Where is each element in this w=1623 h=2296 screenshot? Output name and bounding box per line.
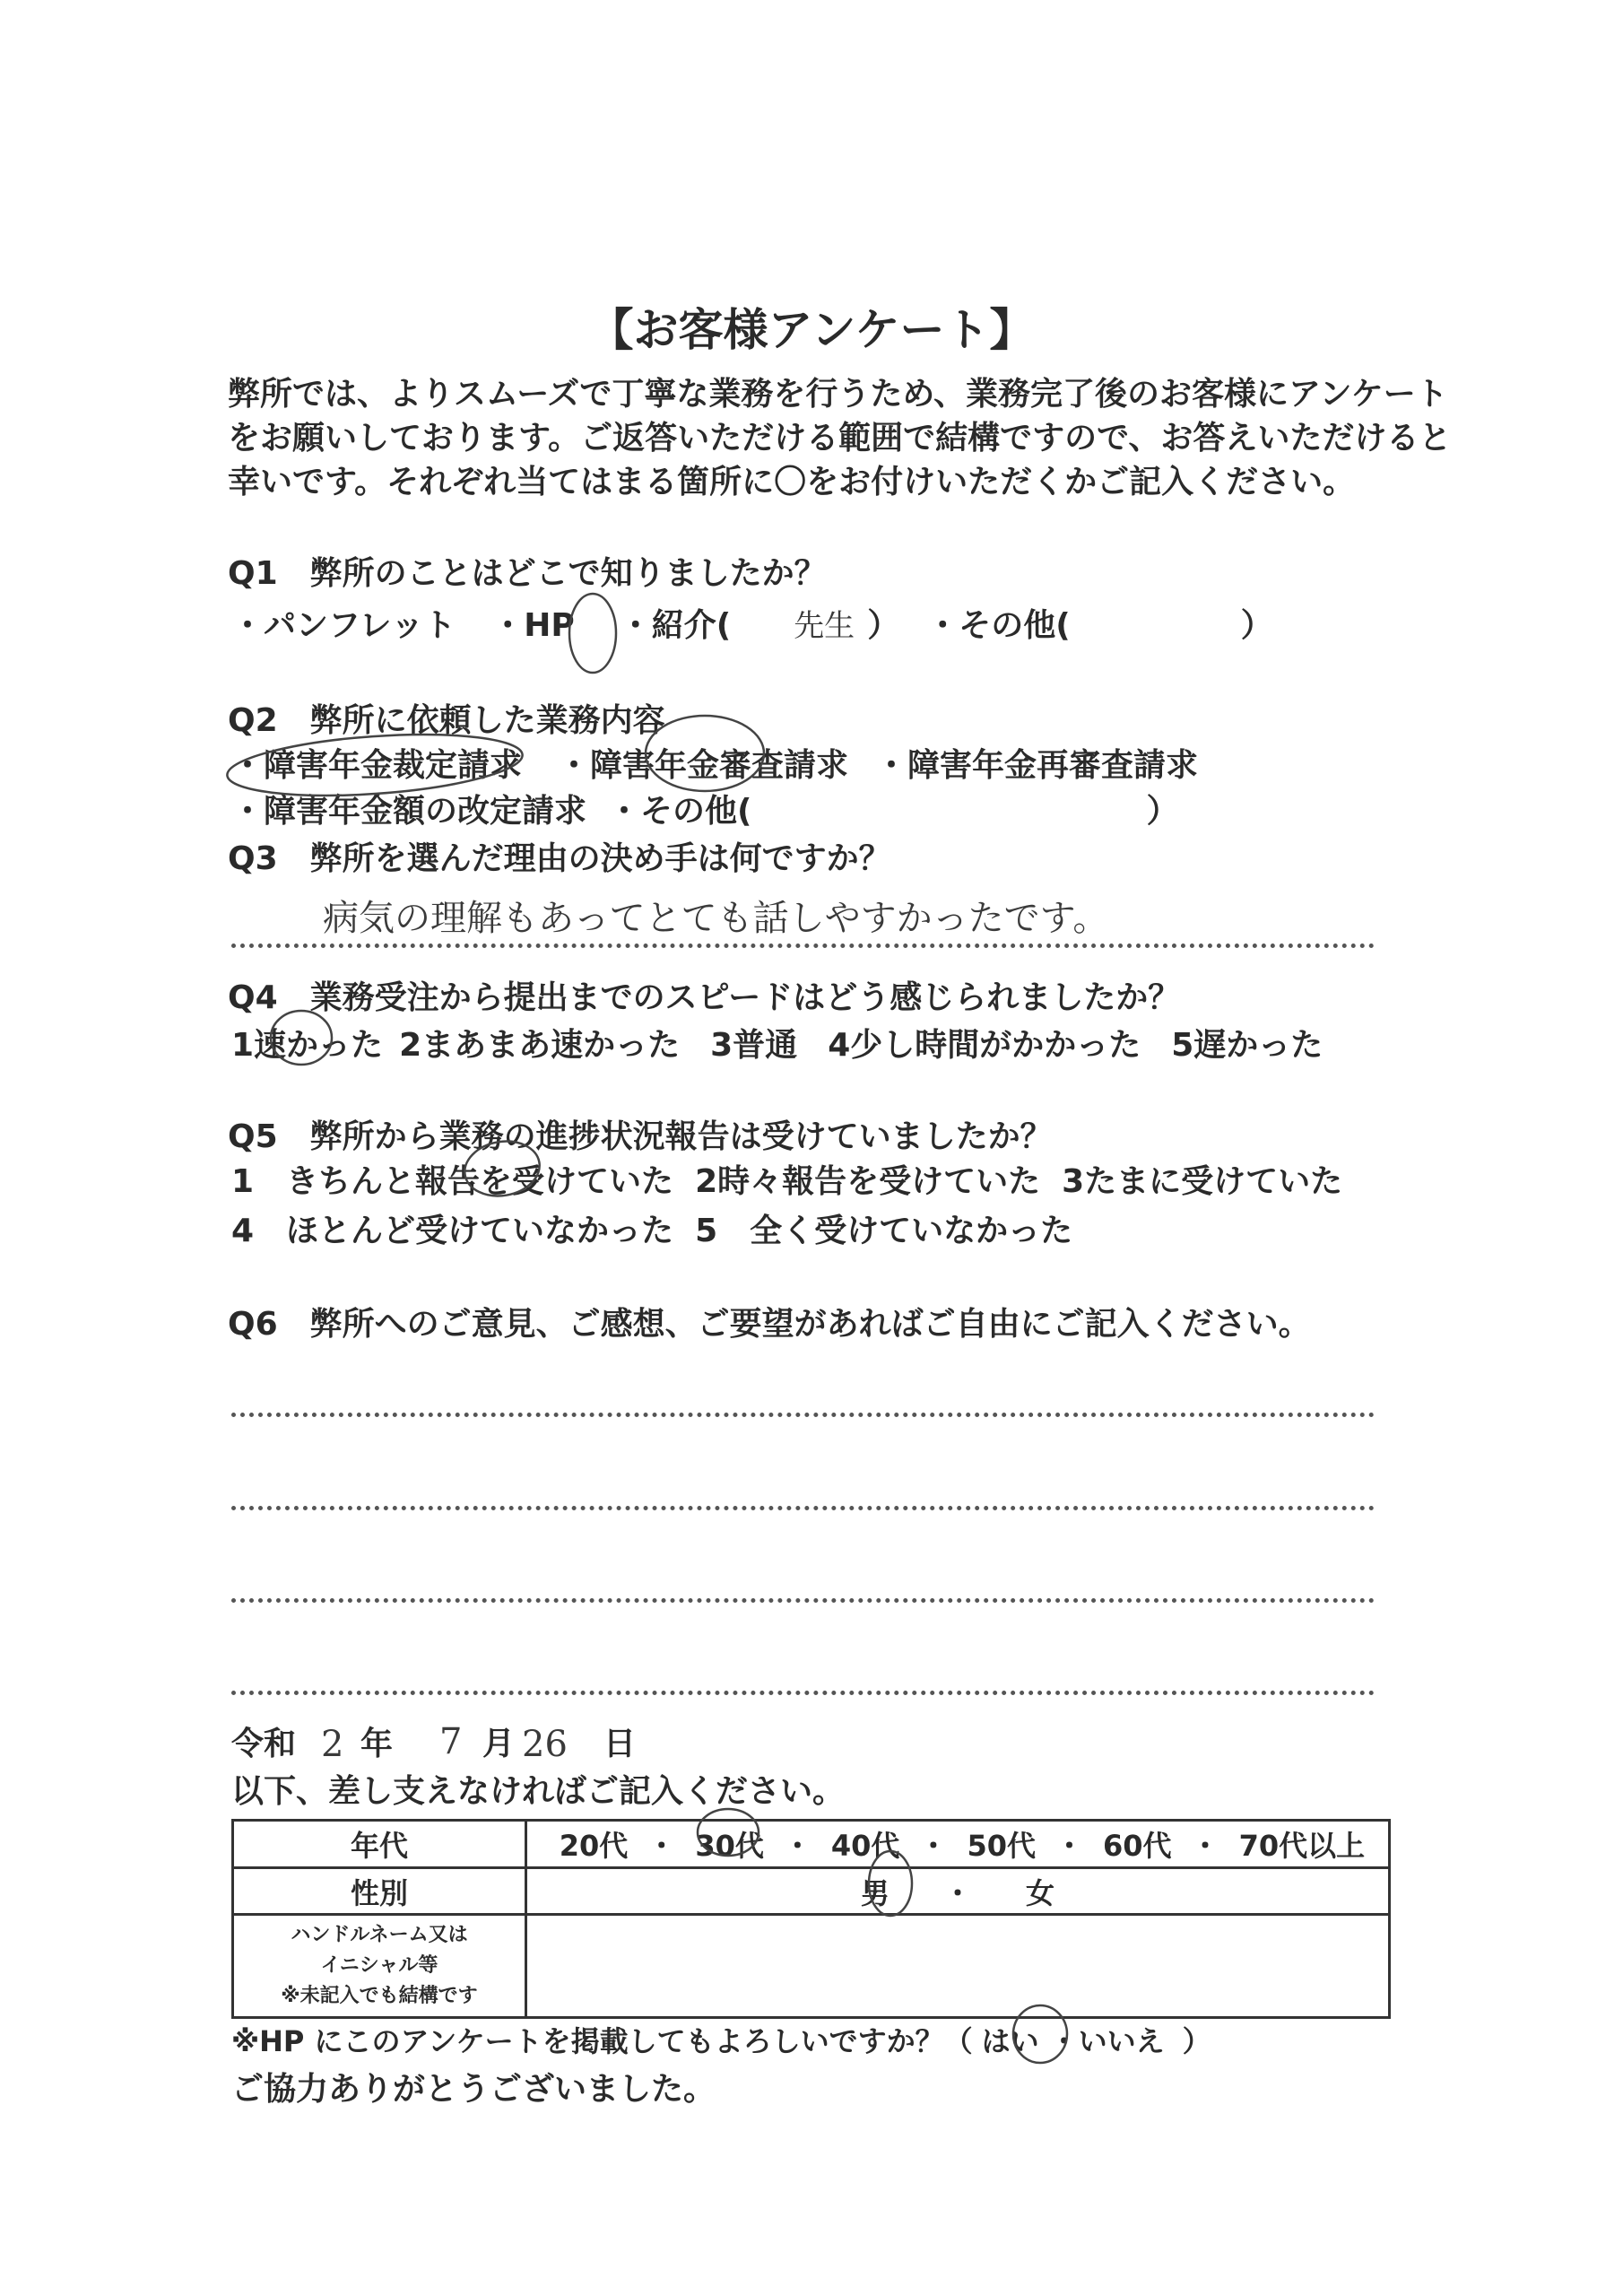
- age-50s[interactable]: 50代: [967, 1829, 1036, 1863]
- hp-publish-question: ※HP にこのアンケートを掲載してもよろしいですか？（: [231, 2024, 973, 2058]
- intro-line: 幸いです。それぞれ当てはまる箇所に〇をお付けいただくかご記入ください。: [228, 464, 1356, 500]
- q5-options-row-1: [231, 1163, 1343, 1200]
- q1-other-close: ）: [1240, 607, 1273, 644]
- q6-answer-line[interactable]: [231, 1506, 1375, 1510]
- q3-answer-line: [231, 944, 1375, 948]
- gender-label: 性別: [233, 1868, 526, 1915]
- age-70s-plus[interactable]: 70代以上: [1238, 1829, 1366, 1863]
- q1-option-hp[interactable]: ・HP: [491, 607, 575, 644]
- date-day-label: 日: [603, 1726, 637, 1762]
- q4-question: Q4 業務受注から提出までのスピードはどう感じられましたか？: [228, 979, 1181, 1016]
- intro-line: 弊所では、よりスムーズで丁寧な業務を行うため、業務完了後のお客様にアンケート: [228, 376, 1448, 413]
- date-year-label: 年: [360, 1726, 394, 1762]
- q1-referral-answer[interactable]: 先生: [794, 608, 855, 644]
- date-month[interactable]: 7: [439, 1721, 463, 1762]
- q5-option-1[interactable]: 1 きちんと報告を受けていた: [231, 1163, 674, 1200]
- age-label: 年代: [233, 1821, 526, 1868]
- hp-publish-yes[interactable]: はい: [981, 2024, 1039, 2058]
- respondent-info-table: [231, 1819, 1391, 2019]
- separator: ・: [647, 1829, 676, 1863]
- q6-question: Q6 弊所へのご意見、ご感想、ご要望があればご自由にご記入ください。: [228, 1306, 1311, 1343]
- date-day[interactable]: 26: [522, 1724, 568, 1765]
- q2-option-amount-revision[interactable]: ・障害年金額の改定請求: [231, 793, 587, 830]
- age-60s[interactable]: 60代: [1103, 1829, 1172, 1863]
- handle-name-field[interactable]: [526, 1915, 1390, 2018]
- intro-line: をお願いしております。ご返答いただける範囲で結構ですので、お答えいただけると: [228, 420, 1452, 457]
- handle-name-label: [233, 1915, 526, 2018]
- q1-option-pamphlet[interactable]: ・パンフレット: [231, 607, 456, 644]
- q1-options-row: [231, 607, 1273, 644]
- date-month-label: 月: [482, 1726, 516, 1762]
- handle-name-label-line: ※未記入でも結構です: [281, 1985, 478, 2008]
- q5-option-5[interactable]: 5 全く受けていなかった: [695, 1213, 1073, 1249]
- q1-option-referral[interactable]: ・紹介(: [619, 607, 732, 644]
- hp-publish-close: ）: [1182, 2024, 1211, 2058]
- q3-question: Q3 弊所を選んだ理由の決め手は何ですか？: [228, 840, 891, 877]
- gender-male[interactable]: 男: [860, 1875, 890, 1910]
- gender-options: [526, 1868, 1390, 1915]
- hp-publish-row: [231, 2024, 1211, 2058]
- thanks-message: ご協力ありがとうございました。: [231, 2071, 716, 2108]
- q5-option-2[interactable]: 2時々報告を受けていた: [695, 1163, 1041, 1200]
- age-30s[interactable]: 30代: [695, 1829, 764, 1863]
- q5-options-row-2: [231, 1215, 1072, 1248]
- q2-options-row-2: [231, 793, 1179, 830]
- q2-option-initial-claim[interactable]: ・障害年金裁定請求: [231, 747, 523, 784]
- separator: ・: [783, 1829, 812, 1863]
- q6-answer-line[interactable]: [231, 1691, 1375, 1695]
- table-intro: 以下、差し支えなければご記入ください。: [231, 1773, 846, 1810]
- age-20s[interactable]: 20代: [559, 1829, 629, 1863]
- q1-option-other[interactable]: ・その他(: [926, 607, 1071, 644]
- q2-question: Q2 弊所に依頼した業務内容: [228, 702, 665, 739]
- gender-female[interactable]: 女: [1026, 1875, 1055, 1910]
- q5-option-4[interactable]: 4 ほとんど受けていなかった: [231, 1213, 674, 1249]
- survey-title: 【お客様アンケート】: [588, 304, 1035, 356]
- q5-question: Q5 弊所から業務の進捗状況報告は受けていましたか？: [228, 1118, 1053, 1155]
- q2-other-close: ）: [1146, 793, 1179, 830]
- q6-answer-line[interactable]: [231, 1598, 1375, 1603]
- date-year[interactable]: 2: [321, 1724, 344, 1765]
- age-options: [526, 1821, 1390, 1868]
- q3-answer[interactable]: 病気の理解もあってとても話しやすかったです。: [323, 898, 1109, 939]
- age-40s[interactable]: 40代: [830, 1829, 900, 1863]
- separator: ・: [918, 1829, 948, 1863]
- q2-option-review-request[interactable]: ・障害年金審査請求: [558, 747, 849, 784]
- q1-paren-close: ）: [867, 607, 900, 644]
- q1-question: Q1 弊所のことはどこで知りましたか？: [228, 555, 827, 592]
- separator: ・: [942, 1875, 972, 1910]
- q6-answer-line[interactable]: [231, 1413, 1375, 1417]
- date-era: 令和: [231, 1726, 297, 1762]
- q2-option-other[interactable]: ・その他(: [608, 793, 752, 830]
- q4-option-2[interactable]: 2まあまあ速かった: [399, 1027, 681, 1064]
- hp-publish-no[interactable]: ・いいえ: [1049, 2024, 1165, 2058]
- separator: ・: [1191, 1829, 1220, 1863]
- q2-options-row-1: [231, 747, 1199, 784]
- q4-option-4[interactable]: 4少し時間がかかった: [828, 1027, 1141, 1064]
- q4-option-1[interactable]: 1速かった: [231, 1027, 384, 1064]
- q2-option-re-review-request[interactable]: ・障害年金再審査請求: [875, 747, 1199, 784]
- q5-option-3[interactable]: 3たまに受けていた: [1062, 1163, 1343, 1200]
- q4-options-row: [231, 1027, 1324, 1064]
- q4-option-3[interactable]: 3普通: [710, 1027, 798, 1064]
- separator: ・: [1055, 1829, 1084, 1863]
- handle-name-label-line: ハンドルネーム又は: [291, 1923, 468, 1946]
- handle-name-label-line: イニシャル等: [320, 1953, 438, 1977]
- q4-option-5[interactable]: 5遅かった: [1171, 1027, 1324, 1064]
